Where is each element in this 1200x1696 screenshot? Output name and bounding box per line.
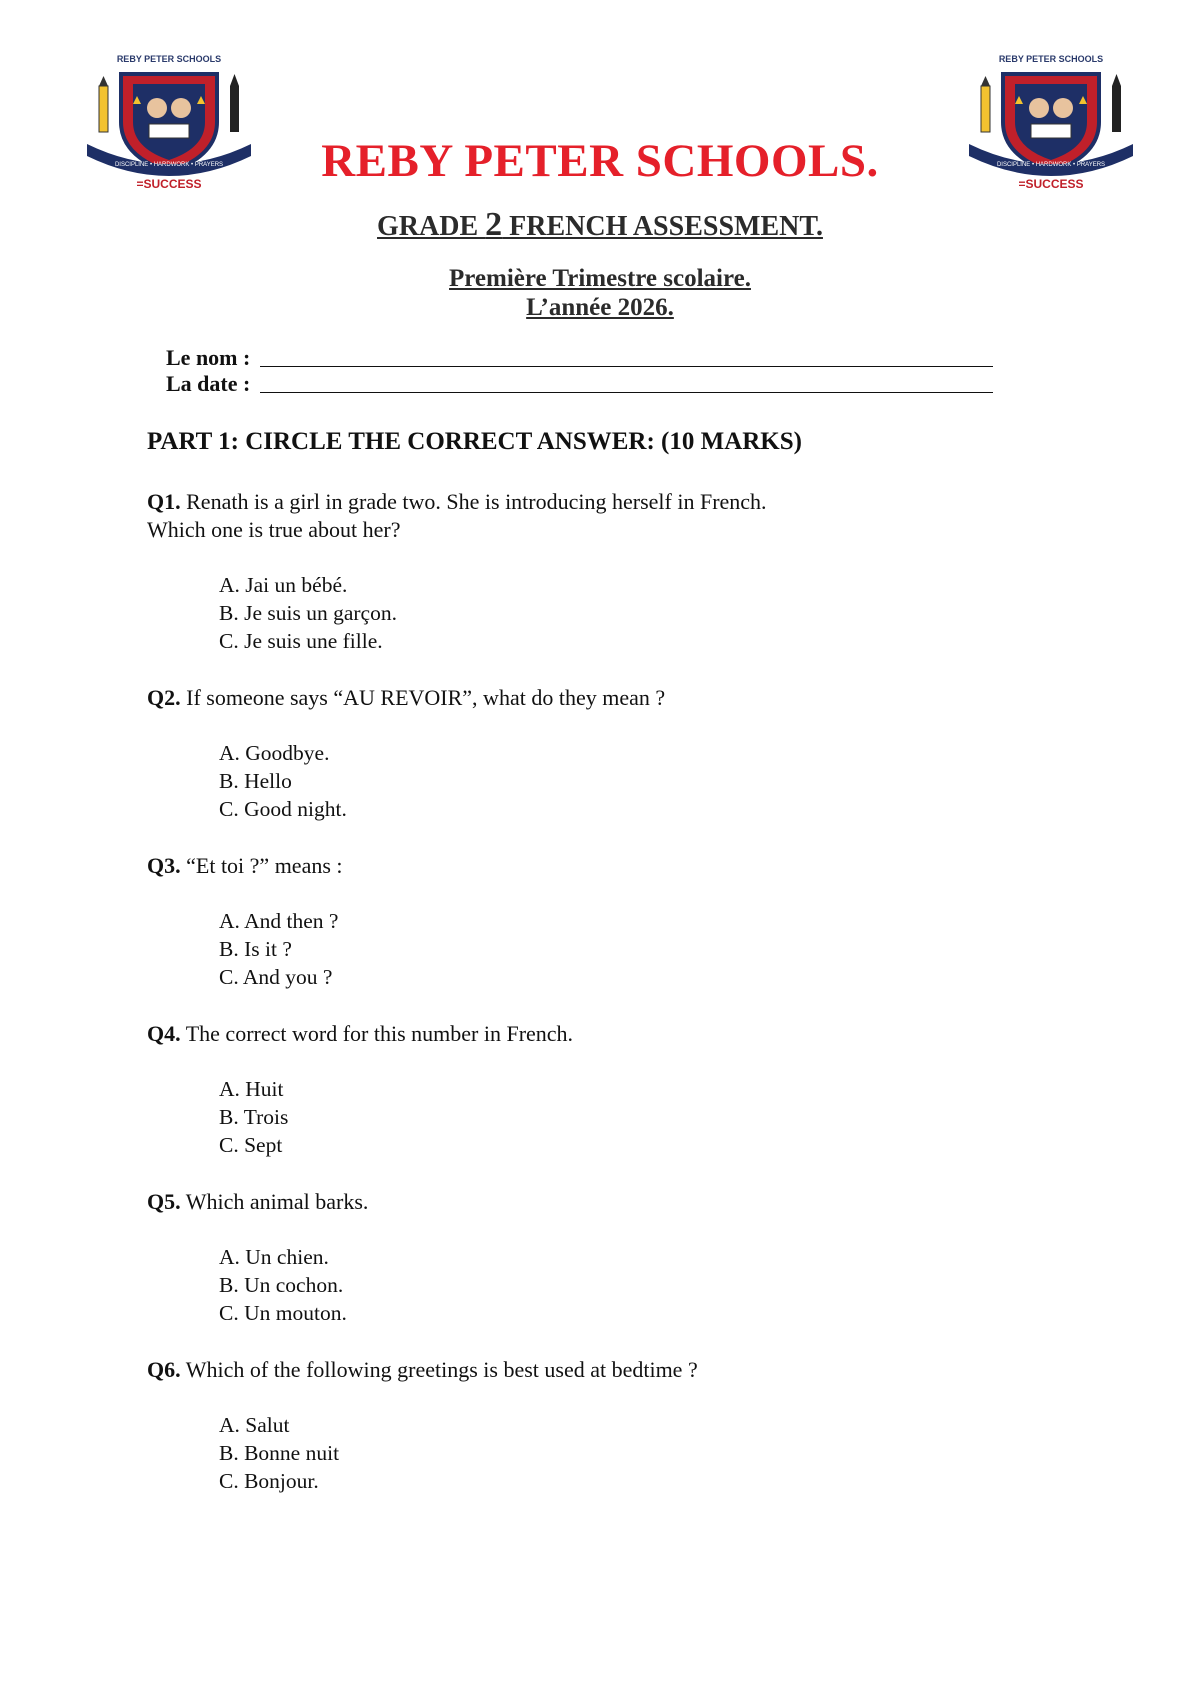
answer-option[interactable]: C. Sept: [219, 1133, 283, 1157]
question-text-line2: Which one is true about her?: [147, 517, 401, 542]
question-number: Q6.: [147, 1357, 181, 1382]
question-text: Renath is a girl in grade two. She is introducing herself in French.: [180, 489, 767, 514]
name-field[interactable]: [166, 345, 993, 371]
answer-option[interactable]: A. Goodbye.: [219, 741, 330, 765]
title-suffix: FRENCH ASSESSMENT.: [502, 211, 823, 242]
svg-text:=SUCCESS: =SUCCESS: [1018, 177, 1084, 191]
part1-heading: PART 1: CIRCLE THE CORRECT ANSWER: (10 MARKS): [147, 428, 802, 455]
answer-option[interactable]: C. Je suis une fille.: [219, 629, 383, 653]
name-label: Le nom :: [166, 345, 251, 370]
question-6: [147, 1356, 1047, 1384]
answer-option[interactable]: B. Un cochon.: [219, 1273, 344, 1297]
answer-option[interactable]: A. Salut: [219, 1413, 290, 1437]
question-number: Q4.: [147, 1021, 181, 1046]
answer-option[interactable]: B. Je suis un garçon.: [219, 601, 397, 625]
assessment-title: [0, 206, 1200, 244]
answer-option[interactable]: C. Good night.: [219, 797, 347, 821]
answer-option[interactable]: C. Bonjour.: [219, 1469, 319, 1493]
question-1: [147, 488, 1047, 544]
question-text: Which animal barks.: [180, 1189, 369, 1214]
title-prefix: GRADE: [377, 211, 486, 242]
answer-option[interactable]: C. Un mouton.: [219, 1301, 347, 1325]
answer-options: [219, 739, 1047, 823]
answer-option[interactable]: B. Trois: [219, 1105, 289, 1129]
question-text: “Et toi ?” means :: [180, 853, 343, 878]
answer-option[interactable]: A. Huit: [219, 1077, 284, 1101]
answer-option[interactable]: A. And then ?: [219, 909, 339, 933]
question-2: [147, 684, 1047, 712]
question-number: Q5.: [147, 1189, 181, 1214]
question-number: Q1.: [147, 489, 181, 514]
question-list: [147, 488, 1047, 1524]
term-heading: [0, 264, 1200, 322]
name-blank-line[interactable]: [260, 366, 993, 367]
date-blank-line[interactable]: [260, 392, 993, 393]
answer-option[interactable]: B. Is it ?: [219, 937, 292, 961]
answer-option[interactable]: B. Hello: [219, 769, 292, 793]
answer-options: [219, 1411, 1047, 1495]
question-text: Which of the following greetings is best used at bedtime ?: [180, 1357, 698, 1382]
year-line: L’année 2026.: [526, 294, 674, 321]
svg-text:DISCIPLINE • HARDWORK • PRAYER: DISCIPLINE • HARDWORK • PRAYERS: [996, 162, 1106, 168]
question-text: If someone says “AU REVOIR”, what do they mean ?: [180, 685, 666, 710]
answer-options: [219, 907, 1047, 991]
answer-option[interactable]: B. Bonne nuit: [219, 1441, 340, 1465]
svg-text:DISCIPLINE • HARDWORK • PRAYER: DISCIPLINE • HARDWORK • PRAYERS: [114, 162, 224, 168]
question-4: [147, 1020, 1047, 1048]
title-grade-number: 2: [485, 206, 503, 243]
term-line: Première Trimestre scolaire.: [449, 265, 751, 292]
answer-option[interactable]: C. And you ?: [219, 965, 333, 989]
svg-text:REBY PETER SCHOOLS: REBY PETER SCHOOLS: [116, 54, 222, 64]
answer-option[interactable]: A. Un chien.: [219, 1245, 329, 1269]
answer-options: [219, 571, 1047, 655]
svg-text:REBY PETER SCHOOLS: REBY PETER SCHOOLS: [998, 54, 1104, 64]
question-text: The correct word for this number in French.: [180, 1021, 574, 1046]
svg-text:=SUCCESS: =SUCCESS: [136, 177, 202, 191]
question-number: Q3.: [147, 853, 181, 878]
question-5: [147, 1188, 1047, 1216]
date-field[interactable]: [166, 371, 993, 397]
answer-option[interactable]: A. Jai un bébé.: [219, 573, 348, 597]
question-3: [147, 852, 1047, 880]
date-label: La date :: [166, 371, 251, 396]
answer-options: [219, 1075, 1047, 1159]
answer-options: [219, 1243, 1047, 1327]
question-number: Q2.: [147, 685, 181, 710]
school-name: REBY PETER SCHOOLS.: [321, 135, 879, 187]
